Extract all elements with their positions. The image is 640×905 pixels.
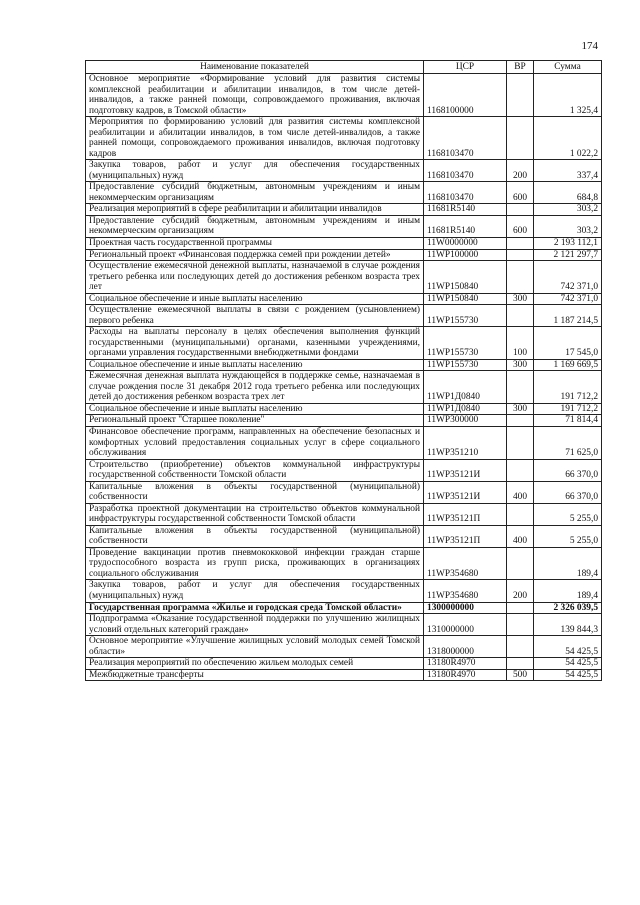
cell-csr: 1168103470: [424, 182, 507, 204]
cell-csr: 11WP35121И: [424, 481, 507, 503]
cell-name: Региональный проект «Финансовая поддержка семей при рождении детей»: [86, 249, 424, 261]
cell-csr: 1318000000: [424, 636, 507, 658]
cell-sum: 5 255,0: [534, 525, 602, 547]
cell-vr: [507, 459, 534, 481]
cell-vr: [507, 658, 534, 670]
cell-name: Основное мероприятие «Формирование условий для развития системы комплексной реабилитации и абилитации инвалидов, в том числе детей-инвалидов, а также ранней помощи, сопровождаемого проживания, включая подготовку кадров, в Томской области»: [86, 74, 424, 117]
cell-csr: 11WP351210: [424, 427, 507, 460]
cell-sum: 66 370,0: [534, 481, 602, 503]
table-header-row: [86, 61, 602, 74]
cell-name: Основное мероприятие «Улучшение жилищных условий молодых семей Томской области»: [86, 636, 424, 658]
cell-name: Межбюджетные трансферты: [86, 669, 424, 681]
cell-csr: 11WP150840: [424, 293, 507, 305]
table-row: [86, 305, 602, 327]
cell-name: Строительство (приобретение) объектов коммунальной инфраструктуры государственной собственности Томской области: [86, 459, 424, 481]
header-vr: ВР: [507, 61, 534, 74]
cell-vr: [507, 237, 534, 249]
header-name: Наименование показателей: [86, 61, 424, 74]
table-row: [86, 204, 602, 216]
cell-name: Капитальные вложения в объекты государственной (муниципальной) собственности: [86, 481, 424, 503]
cell-vr: [507, 547, 534, 580]
table-row: [86, 503, 602, 525]
cell-vr: [507, 74, 534, 117]
table-row: [86, 117, 602, 160]
table-row: [86, 160, 602, 182]
table-row: [86, 614, 602, 636]
cell-name: Реализация мероприятий в сфере реабилитации и абилитации инвалидов: [86, 204, 424, 216]
table-row: [86, 636, 602, 658]
table-row: [86, 237, 602, 249]
cell-sum: 1 187 214,5: [534, 305, 602, 327]
cell-sum: 1 022,2: [534, 117, 602, 160]
cell-vr: 200: [507, 580, 534, 602]
cell-sum: 337,4: [534, 160, 602, 182]
table-row: [86, 602, 602, 614]
cell-sum: 191 712,2: [534, 403, 602, 415]
cell-vr: 300: [507, 359, 534, 371]
table-row: [86, 669, 602, 681]
table-row: [86, 415, 602, 427]
cell-vr: [507, 204, 534, 216]
cell-vr: 300: [507, 293, 534, 305]
cell-sum: 1 169 669,5: [534, 359, 602, 371]
cell-sum: 139 844,3: [534, 614, 602, 636]
cell-vr: [507, 305, 534, 327]
cell-csr: 11WP1Д0840: [424, 403, 507, 415]
cell-sum: 1 325,4: [534, 74, 602, 117]
table-row: [86, 658, 602, 670]
cell-vr: [507, 427, 534, 460]
cell-name: Предоставление субсидий бюджетным, автономным учреждениям и иным некоммерческим организациям: [86, 182, 424, 204]
cell-sum: 54 425,5: [534, 636, 602, 658]
table-row: [86, 547, 602, 580]
cell-sum: 303,2: [534, 204, 602, 216]
table-row: [86, 74, 602, 117]
cell-name: Проектная часть государственной программы: [86, 237, 424, 249]
cell-csr: 1300000000: [424, 602, 507, 614]
cell-name: Предоставление субсидий бюджетным, автономным учреждениям и иным некоммерческим организациям: [86, 215, 424, 237]
table-row: [86, 359, 602, 371]
cell-csr: 11WP354680: [424, 580, 507, 602]
table-row: [86, 481, 602, 503]
cell-csr: 1168103470: [424, 117, 507, 160]
table-row: [86, 580, 602, 602]
cell-csr: 11WP35121П: [424, 503, 507, 525]
cell-sum: 54 425,5: [534, 658, 602, 670]
cell-sum: 2 121 297,7: [534, 249, 602, 261]
cell-sum: 71 625,0: [534, 427, 602, 460]
table-row: [86, 215, 602, 237]
cell-sum: 742 371,0: [534, 261, 602, 294]
cell-csr: 13180R4970: [424, 658, 507, 670]
cell-sum: 54 425,5: [534, 669, 602, 681]
table-row: [86, 525, 602, 547]
cell-sum: 191 712,2: [534, 371, 602, 404]
cell-vr: [507, 602, 534, 614]
cell-sum: 5 255,0: [534, 503, 602, 525]
header-sum: Сумма: [534, 61, 602, 74]
cell-sum: 2 193 112,1: [534, 237, 602, 249]
cell-csr: 11WP155730: [424, 327, 507, 360]
cell-name: Ежемесячная денежная выплата нуждающейся в поддержке семье, назначаемая в случае рождения после 31 декабря 2012 года третьего ребенка или последующих детей до достижения ребенком возраста трех лет: [86, 371, 424, 404]
table-row: [86, 182, 602, 204]
cell-csr: 11WP300000: [424, 415, 507, 427]
cell-vr: [507, 415, 534, 427]
cell-csr: 1168100000: [424, 74, 507, 117]
cell-csr: 11WP100000: [424, 249, 507, 261]
cell-csr: 11681R5140: [424, 204, 507, 216]
cell-sum: 303,2: [534, 215, 602, 237]
cell-name: Осуществление ежемесячной выплаты в связи с рождением (усыновлением) первого ребенка: [86, 305, 424, 327]
cell-vr: 200: [507, 160, 534, 182]
cell-name: Капитальные вложения в объекты государственной (муниципальной) собственности: [86, 525, 424, 547]
cell-vr: [507, 117, 534, 160]
cell-name: Проведение вакцинации против пневмококковой инфекции граждан старше трудоспособного возраста из групп риска, проживающих в организациях социального обслуживания: [86, 547, 424, 580]
cell-name: Социальное обеспечение и иные выплаты населению: [86, 359, 424, 371]
cell-vr: [507, 614, 534, 636]
cell-sum: 742 371,0: [534, 293, 602, 305]
cell-sum: 189,4: [534, 580, 602, 602]
cell-vr: 100: [507, 327, 534, 360]
cell-sum: 684,8: [534, 182, 602, 204]
cell-vr: 500: [507, 669, 534, 681]
cell-sum: 189,4: [534, 547, 602, 580]
cell-name: Финансовое обеспечение программ, направленных на обеспечение безопасных и комфортных условий предоставления социальных услуг в сфере социального обслуживания: [86, 427, 424, 460]
cell-vr: [507, 249, 534, 261]
table-row: [86, 459, 602, 481]
cell-vr: [507, 636, 534, 658]
cell-name: Разработка проектной документации на строительство объектов коммунальной инфраструктуры государственной собственности Томской области: [86, 503, 424, 525]
table-row: [86, 371, 602, 404]
cell-name: Расходы на выплаты персоналу в целях обеспечения выполнения функций государственными (муниципальными) органами, казенными учреждениями, органами управления государственными внебюджетными фондами: [86, 327, 424, 360]
table-row: [86, 327, 602, 360]
cell-sum: 71 814,4: [534, 415, 602, 427]
cell-name: Закупка товаров, работ и услуг для обеспечения государственных (муниципальных) нужд: [86, 580, 424, 602]
cell-name: Региональный проект "Старшее поколение": [86, 415, 424, 427]
cell-csr: 11WP1Д0840: [424, 371, 507, 404]
cell-vr: [507, 371, 534, 404]
cell-vr: [507, 503, 534, 525]
cell-vr: 300: [507, 403, 534, 415]
cell-csr: 11WP155730: [424, 305, 507, 327]
cell-name: Реализация мероприятий по обеспечению жильем молодых семей: [86, 658, 424, 670]
cell-sum: 17 545,0: [534, 327, 602, 360]
cell-csr: 11W0000000: [424, 237, 507, 249]
cell-name: Социальное обеспечение и иные выплаты населению: [86, 403, 424, 415]
table-row: [86, 403, 602, 415]
cell-name: Государственная программа «Жилье и городская среда Томской области»: [86, 602, 424, 614]
table-body: [86, 74, 602, 681]
cell-csr: 1310000000: [424, 614, 507, 636]
cell-csr: 11681R5140: [424, 215, 507, 237]
cell-name: Закупка товаров, работ и услуг для обеспечения государственных (муниципальных) нужд: [86, 160, 424, 182]
table-row: [86, 427, 602, 460]
cell-name: Осуществление ежемесячной денежной выплаты, назначаемой в случае рождения третьего ребенка или последующих детей до достижения ребенком возраста трех лет: [86, 261, 424, 294]
table-row: [86, 249, 602, 261]
header-csr: ЦСР: [424, 61, 507, 74]
page-number: 174: [581, 40, 598, 52]
table-row: [86, 261, 602, 294]
budget-table: [85, 60, 602, 681]
table-row: [86, 293, 602, 305]
cell-sum: 2 326 039,5: [534, 602, 602, 614]
cell-csr: 11WP35121И: [424, 459, 507, 481]
cell-csr: 13180R4970: [424, 669, 507, 681]
cell-vr: 400: [507, 525, 534, 547]
cell-sum: 66 370,0: [534, 459, 602, 481]
cell-name: Мероприятия по формированию условий для развития системы комплексной реабилитации и абилитации инвалидов, в том числе детей-инвалидов, а также ранней помощи, сопровождаемого проживания инвалидов, включая подготовку кадров: [86, 117, 424, 160]
cell-vr: [507, 261, 534, 294]
cell-csr: 11WP155730: [424, 359, 507, 371]
cell-name: Подпрограмма «Оказание государственной поддержки по улучшению жилищных условий отдельных категорий граждан»: [86, 614, 424, 636]
cell-csr: 11WP35121П: [424, 525, 507, 547]
cell-vr: 600: [507, 182, 534, 204]
cell-csr: 1168103470: [424, 160, 507, 182]
cell-csr: 11WP354680: [424, 547, 507, 580]
cell-csr: 11WP150840: [424, 261, 507, 294]
cell-vr: 400: [507, 481, 534, 503]
cell-vr: 600: [507, 215, 534, 237]
cell-name: Социальное обеспечение и иные выплаты населению: [86, 293, 424, 305]
